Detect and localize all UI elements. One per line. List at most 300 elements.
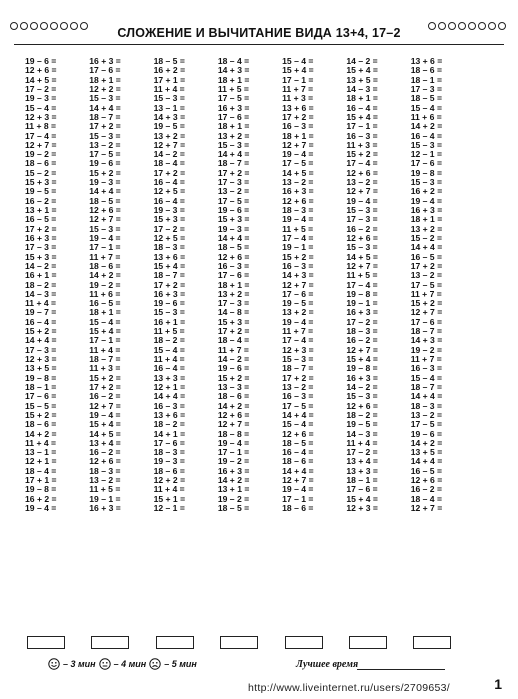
exercise-item: 18 – 7 =: [153, 270, 185, 281]
exercise-item: 11 + 7 =: [89, 251, 121, 262]
exercise-item: 18 – 3 =: [346, 326, 378, 337]
exercise-item: 17 – 1 =: [282, 74, 314, 85]
exercise-item: 19 – 5 =: [153, 121, 185, 132]
decorative-ornament-icon: [426, 20, 508, 32]
exercise-item: 13 + 5 =: [25, 363, 57, 374]
neutral-face-icon: [99, 658, 111, 670]
exercise-item: 16 + 3 =: [346, 372, 378, 383]
exercise-item: 12 + 7 =: [217, 419, 250, 430]
exercise-item: 14 + 5 =: [89, 428, 121, 439]
exercise-item: 16 + 3 =: [89, 56, 121, 66]
exercise-item: 18 – 3 =: [89, 465, 121, 476]
exercise-item: 16 + 1 =: [153, 316, 186, 327]
answer-box[interactable]: [413, 636, 451, 649]
exercise-item: 12 + 1 =: [25, 456, 57, 467]
exercise-item: 14 + 5 =: [282, 167, 314, 178]
exercise-item: 17 – 2 =: [346, 447, 378, 458]
exercise-item: 13 – 1 =: [25, 447, 57, 458]
exercise-item: 17 + 2 =: [89, 121, 121, 132]
exercise-item: 19 – 8 =: [346, 288, 378, 299]
exercise-item: 15 + 4 =: [282, 65, 314, 76]
exercise-item: 16 – 5 =: [410, 465, 442, 476]
exercise-item: 17 + 1 =: [153, 74, 186, 85]
exercise-item: 17 – 6 =: [410, 158, 442, 169]
exercise-item: 11 + 3 =: [89, 363, 121, 374]
exercise-item: 15 + 2 =: [25, 409, 57, 420]
exercise-item: 15 + 4 =: [346, 111, 378, 122]
exercise-item: 16 – 4 =: [153, 363, 185, 374]
exercise-item: 19 – 4 =: [282, 149, 314, 160]
exercise-item: 18 – 6 =: [153, 465, 185, 476]
exercise-item: 17 + 2 =: [282, 111, 314, 122]
exercise-item: 13 + 2 =: [217, 288, 250, 299]
footer-legend: [0, 656, 518, 674]
exercise-item: 19 – 4 =: [346, 195, 378, 206]
exercise-item: 18 – 6 =: [410, 65, 442, 76]
exercise-item: 11 + 7 =: [410, 354, 442, 364]
exercise-item: 15 – 3 =: [217, 139, 250, 150]
exercise-item: 16 + 3 =: [217, 102, 250, 113]
exercise-item: 19 – 4 =: [217, 437, 250, 448]
exercise-item: 18 – 4 =: [217, 335, 250, 346]
exercise-item: 12 + 3 =: [25, 111, 57, 122]
exercise-item: 13 + 6 =: [410, 56, 443, 66]
exercise-item: 15 – 3 =: [153, 93, 185, 104]
exercise-item: 18 – 5 =: [153, 56, 185, 66]
exercise-item: 17 – 5 =: [282, 158, 314, 169]
exercise-item: 19 – 4 =: [282, 484, 314, 495]
exercise-item: 18 – 5 =: [282, 437, 314, 448]
exercise-item: 13 – 2 =: [282, 177, 314, 188]
exercise-item: 15 + 2 =: [410, 298, 443, 309]
exercise-item: 18 + 1 =: [89, 307, 121, 318]
exercise-item: 17 – 2 =: [25, 83, 57, 94]
exercise-item: 16 + 2 =: [25, 493, 57, 504]
exercise-item: 17 – 3 =: [25, 344, 57, 355]
exercise-item: 15 – 4 =: [25, 102, 57, 113]
exercise-item: 12 + 7 =: [282, 279, 314, 290]
exercise-item: 15 + 3 =: [217, 214, 250, 225]
exercise-item: 19 – 4 =: [25, 503, 57, 513]
exercise-item: 16 – 5 =: [410, 251, 442, 262]
exercise-column: [218, 57, 282, 513]
exercise-item: 12 + 7 =: [89, 400, 121, 411]
exercise-item: 12 + 7 =: [89, 214, 121, 225]
exercise-item: 18 + 1 =: [217, 279, 250, 290]
exercise-item: 18 – 1 =: [410, 74, 442, 85]
exercise-item: 16 – 4 =: [282, 447, 314, 458]
exercise-item: 14 + 2 =: [410, 437, 443, 448]
exercise-item: 14 – 3 =: [25, 288, 57, 299]
exercise-item: 12 + 3 =: [25, 354, 57, 364]
exercise-item: 15 – 3 =: [410, 139, 442, 150]
exercise-item: 17 – 6 =: [25, 391, 57, 402]
exercise-item: 15 + 3 =: [25, 251, 57, 262]
exercise-item: 11 + 8 =: [25, 121, 57, 132]
exercise-item: 12 + 7 =: [410, 503, 443, 513]
page-header: [0, 0, 518, 44]
exercise-item: 13 – 2 =: [410, 270, 442, 281]
exercise-item: 18 – 6 =: [25, 158, 57, 169]
exercise-item: 15 – 4 =: [89, 316, 121, 327]
exercise-item: 14 – 3 =: [346, 428, 378, 439]
answer-box[interactable]: [285, 636, 323, 649]
exercise-item: 11 + 6 =: [89, 288, 121, 299]
exercise-item: 19 – 3 =: [217, 223, 250, 234]
exercise-item: 18 – 6 =: [282, 456, 314, 467]
exercise-item: 16 – 3 =: [282, 391, 314, 402]
exercise-item: 12 + 6 =: [346, 232, 378, 243]
exercise-item: 15 – 4 =: [153, 344, 185, 355]
exercise-item: 12 + 3 =: [282, 344, 314, 355]
exercise-item: 19 – 3 =: [89, 177, 121, 188]
best-time-label: Лучшее время: [296, 659, 359, 670]
exercise-item: 13 + 5 =: [410, 447, 443, 458]
exercise-item: 14 – 8 =: [217, 307, 250, 318]
exercise-item: 16 + 3 =: [153, 288, 186, 299]
exercise-item: 12 + 7 =: [346, 186, 378, 197]
exercise-item: 14 – 2 =: [346, 56, 378, 66]
exercise-item: 18 – 7 =: [89, 111, 121, 122]
page-title: СЛОЖЕНИЕ И ВЫЧИТАНИЕ ВИДА 13+4, 17–2: [117, 26, 401, 40]
exercise-item: 15 + 2 =: [89, 167, 121, 178]
exercise-item: 19 – 2 =: [217, 456, 250, 467]
exercise-item: 18 + 1 =: [89, 74, 121, 85]
exercise-item: 17 – 5 =: [410, 419, 442, 430]
exercise-item: 13 + 1 =: [217, 484, 250, 495]
exercise-item: 15 – 3 =: [410, 177, 442, 188]
exercise-item: 14 + 5 =: [346, 251, 378, 262]
sad-face-icon: [149, 658, 161, 670]
legend-time-3: – 5 мин: [164, 659, 197, 669]
exercise-item: 14 + 4 =: [410, 242, 443, 253]
exercise-item: 19 – 8 =: [346, 363, 378, 374]
exercise-item: 11 + 3 =: [282, 93, 314, 104]
exercise-item: 15 + 2 =: [89, 372, 121, 383]
page-number: 1: [494, 676, 502, 692]
exercise-item: 18 – 6 =: [217, 391, 250, 402]
exercise-item: 19 – 2 =: [25, 149, 57, 160]
exercise-item: 14 + 2 =: [410, 121, 443, 132]
exercise-item: 17 – 2 =: [153, 223, 185, 234]
exercise-item: 17 – 4 =: [346, 279, 378, 290]
exercise-item: 17 – 4 =: [346, 158, 378, 169]
exercise-item: 17 + 2 =: [89, 381, 121, 392]
exercise-item: 16 – 3 =: [153, 400, 185, 411]
exercise-item: 16 – 3 =: [282, 121, 314, 132]
exercise-item: 12 + 6 =: [346, 167, 378, 178]
exercise-item: 15 – 3 =: [89, 93, 121, 104]
exercise-item: 13 + 3 =: [153, 372, 186, 383]
exercise-item: 11 + 7 =: [410, 288, 442, 299]
legend-time-1: – 3 мин: [63, 659, 96, 669]
exercise-item: 11 + 7 =: [282, 83, 314, 94]
exercise-item: 18 – 4 =: [153, 158, 185, 169]
exercise-item: 19 – 8 =: [410, 167, 442, 178]
exercise-item: 15 – 2 =: [25, 167, 57, 178]
exercise-item: 15 + 3 =: [217, 316, 250, 327]
exercise-item: 17 – 4 =: [25, 130, 57, 141]
answer-box[interactable]: [91, 636, 129, 649]
exercise-item: 19 – 2 =: [410, 344, 442, 355]
exercise-item: 18 – 4 =: [217, 56, 250, 66]
exercise-item: 17 – 3 =: [25, 242, 57, 253]
exercise-item: 17 – 5 =: [282, 400, 314, 411]
exercise-item: 13 – 2 =: [217, 186, 250, 197]
exercise-item: 15 + 4 =: [153, 260, 186, 271]
exercise-item: 12 + 6 =: [217, 251, 250, 262]
exercise-column: [346, 57, 410, 513]
exercise-item: 15 – 4 =: [282, 419, 314, 430]
exercise-item: 16 + 3 =: [346, 307, 378, 318]
exercise-item: 19 – 4 =: [282, 316, 314, 327]
exercise-item: 13 + 6 =: [153, 409, 186, 420]
exercise-item: 14 + 2 =: [217, 400, 250, 411]
exercise-item: 12 + 6 =: [346, 400, 378, 411]
exercise-item: 17 + 2 =: [282, 372, 314, 383]
exercise-item: 16 – 4 =: [153, 177, 185, 188]
exercise-item: 16 – 4 =: [153, 195, 185, 206]
exercise-item: 17 – 3 =: [217, 298, 250, 309]
exercise-item: 15 + 4 =: [346, 493, 378, 504]
exercise-item: 17 – 5 =: [410, 279, 442, 290]
exercise-item: 17 + 2 =: [25, 223, 57, 234]
exercise-item: 14 + 3 =: [282, 270, 314, 281]
exercise-item: 11 + 4 =: [153, 484, 185, 495]
exercise-item: 12 + 5 =: [153, 232, 186, 243]
exercise-item: 16 – 4 =: [25, 316, 57, 327]
exercise-item: 17 – 6 =: [89, 65, 121, 76]
time-legend: [48, 658, 197, 670]
exercise-item: 17 + 1 =: [25, 475, 57, 486]
exercise-item: 19 – 4 =: [89, 409, 121, 420]
exercise-item: 15 – 3 =: [346, 242, 378, 253]
exercise-item: 17 + 2 =: [217, 326, 250, 337]
exercise-column: [25, 57, 89, 513]
answer-box[interactable]: [27, 636, 65, 649]
exercise-item: 15 – 3 =: [346, 205, 378, 215]
exercise-item: 18 – 2 =: [153, 419, 185, 430]
exercise-item: 13 + 2 =: [410, 223, 443, 234]
exercise-item: 19 – 4 =: [89, 232, 121, 243]
exercise-item: 16 – 3 =: [346, 130, 378, 141]
exercise-item: 14 + 4 =: [217, 149, 250, 160]
exercise-item: 17 – 1 =: [89, 242, 121, 253]
exercise-item: 19 – 7 =: [25, 307, 57, 318]
exercise-item: 12 + 6 =: [217, 409, 250, 420]
exercise-item: 15 – 5 =: [25, 400, 57, 411]
exercise-item: 16 + 2 =: [153, 65, 186, 76]
exercise-item: 18 – 7 =: [89, 354, 121, 364]
exercise-item: 14 + 4 =: [153, 391, 186, 402]
exercise-item: 13 – 2 =: [89, 139, 121, 150]
exercise-item: 17 – 6 =: [217, 270, 250, 281]
exercise-item: 13 + 3 =: [346, 465, 378, 476]
exercise-item: 18 – 8 =: [217, 428, 250, 439]
exercise-item: 12 + 3 =: [346, 503, 378, 513]
answer-box[interactable]: [156, 636, 194, 649]
exercise-item: 15 – 3 =: [346, 391, 378, 402]
exercise-item: 17 – 5 =: [217, 93, 250, 104]
exercise-item: 19 – 6 =: [153, 298, 185, 309]
header-divider: [14, 44, 504, 45]
exercise-item: 16 – 2 =: [346, 335, 378, 346]
exercise-item: 11 + 7 =: [217, 344, 249, 355]
exercise-item: 18 + 1 =: [217, 74, 250, 85]
exercise-item: 11 + 5 =: [153, 326, 185, 337]
exercise-item: 19 – 8 =: [25, 484, 57, 495]
exercise-item: 16 – 4 =: [410, 130, 442, 141]
exercise-item: 14 + 4 =: [217, 232, 250, 243]
exercise-item: 12 + 7 =: [282, 139, 314, 150]
exercise-item: 17 – 2 =: [346, 316, 378, 327]
answer-box[interactable]: [220, 636, 258, 649]
exercise-item: 12 + 6 =: [89, 456, 121, 467]
exercise-item: 16 + 3 =: [89, 503, 121, 513]
exercise-item: 17 + 2 =: [153, 167, 186, 178]
exercise-item: 19 – 3 =: [153, 456, 185, 467]
exercise-item: 14 – 2 =: [25, 260, 57, 271]
exercise-item: 19 – 6 =: [89, 158, 121, 169]
exercise-item: 12 + 2 =: [153, 475, 186, 486]
exercise-item: 19 – 1 =: [346, 298, 378, 309]
smiling-face-icon: [48, 658, 60, 670]
exercise-item: 12 + 7 =: [153, 139, 186, 150]
exercise-item: 18 – 3 =: [410, 400, 442, 411]
exercise-column: [282, 57, 346, 513]
exercise-item: 19 – 1 =: [282, 242, 314, 253]
exercise-item: 17 – 6 =: [410, 316, 442, 327]
exercise-item: 19 – 8 =: [25, 372, 57, 383]
exercise-item: 14 + 3 =: [217, 65, 250, 76]
exercise-item: 17 – 1 =: [282, 493, 314, 504]
exercise-item: 17 – 4 =: [282, 335, 314, 346]
exercise-item: 12 + 2 =: [89, 83, 121, 94]
exercise-item: 14 – 2 =: [153, 149, 185, 160]
exercise-item: 19 – 4 =: [282, 214, 314, 225]
exercise-item: 15 + 2 =: [346, 149, 378, 160]
best-time-line: [357, 669, 445, 670]
exercise-item: 17 + 2 =: [410, 260, 443, 271]
exercise-item: 12 – 1 =: [153, 503, 185, 513]
exercise-item: 16 – 2 =: [346, 223, 378, 234]
exercise-item: 18 – 5 =: [410, 93, 442, 104]
exercise-item: 16 – 5 =: [89, 298, 121, 309]
exercise-item: 15 + 4 =: [346, 65, 378, 76]
exercise-item: 18 – 6 =: [89, 260, 121, 271]
exercise-item: 11 + 4 =: [25, 437, 57, 448]
exercise-item: 16 + 1 =: [25, 270, 57, 281]
exercise-item: 13 – 1 =: [153, 102, 185, 113]
exercise-item: 18 + 1 =: [346, 93, 378, 104]
exercise-item: 16 – 5 =: [25, 214, 57, 225]
exercise-column: [411, 57, 475, 513]
exercise-item: 18 + 1 =: [410, 214, 443, 225]
exercise-item: 14 + 4 =: [89, 186, 121, 197]
exercise-item: 16 – 2 =: [25, 195, 57, 206]
exercise-item: 18 – 2 =: [153, 335, 185, 346]
exercise-item: 15 + 4 =: [89, 419, 121, 430]
exercise-item: 14 + 3 =: [410, 335, 443, 346]
exercise-item: 12 + 6 =: [282, 195, 314, 206]
exercise-item: 17 + 2 =: [153, 279, 186, 290]
exercise-item: 13 – 2 =: [410, 409, 442, 420]
exercise-item: 11 + 4 =: [153, 354, 185, 364]
exercise-item: 17 – 3 =: [217, 177, 250, 188]
exercise-item: 16 + 3 =: [25, 232, 57, 243]
exercise-item: 12 + 7 =: [410, 307, 443, 318]
exercise-item: 15 – 2 =: [410, 232, 442, 243]
exercise-item: 14 + 4 =: [410, 391, 443, 402]
exercise-item: 16 – 3 =: [410, 363, 442, 374]
exercise-item: 13 – 2 =: [282, 381, 314, 392]
exercise-item: 13 + 6 =: [153, 251, 186, 262]
exercise-item: 13 + 2 =: [282, 307, 314, 318]
exercise-item: 17 – 5 =: [89, 149, 121, 160]
exercise-item: 11 + 3 =: [346, 139, 378, 150]
exercise-item: 14 + 5 =: [25, 74, 57, 85]
exercise-item: 18 – 7 =: [410, 381, 442, 392]
exercise-item: 18 – 1 =: [25, 381, 57, 392]
exercise-item: 17 – 6 =: [346, 484, 378, 495]
exercise-item: 13 + 2 =: [153, 130, 186, 141]
exercise-item: 12 + 7 =: [282, 475, 314, 486]
exercise-item: 15 – 4 =: [410, 372, 442, 383]
exercise-item: 19 – 6 =: [410, 428, 442, 439]
exercise-item: 14 + 4 =: [282, 465, 314, 476]
exercise-item: 18 – 3 =: [282, 205, 314, 215]
exercise-item: 19 – 3 =: [153, 205, 185, 215]
exercise-item: 15 – 4 =: [282, 56, 314, 66]
exercise-item: 14 – 2 =: [217, 354, 250, 364]
exercise-item: 12 + 1 =: [153, 381, 186, 392]
exercise-item: 18 + 1 =: [217, 121, 250, 132]
exercise-item: 16 – 3 =: [217, 260, 250, 271]
exercise-item: 13 + 6 =: [282, 102, 314, 113]
exercise-item: 11 + 5 =: [346, 270, 378, 281]
exercise-item: 17 – 3 =: [346, 214, 378, 225]
exercise-item: 18 – 5 =: [89, 195, 121, 206]
exercise-item: 19 – 3 =: [25, 93, 57, 104]
exercise-item: 13 + 4 =: [89, 437, 121, 448]
exercise-item: 12 + 6 =: [89, 205, 121, 215]
exercise-item: 16 – 3 =: [282, 260, 314, 271]
exercise-item: 14 – 2 =: [346, 381, 378, 392]
exercise-item: 17 – 6 =: [282, 288, 314, 299]
exercise-item: 11 + 6 =: [410, 111, 442, 122]
exercise-item: 12 + 5 =: [153, 186, 186, 197]
exercise-item: 15 + 4 =: [346, 354, 378, 364]
exercise-item: 13 – 3 =: [217, 381, 250, 392]
answer-box[interactable]: [349, 636, 387, 649]
exercise-item: 16 + 3 =: [282, 186, 314, 197]
exercise-item: 17 – 4 =: [282, 232, 314, 243]
exercise-item: 14 + 4 =: [89, 102, 121, 113]
exercise-item: 18 – 2 =: [346, 409, 378, 420]
exercise-item: 15 + 2 =: [282, 251, 314, 262]
exercise-item: 13 – 2 =: [89, 475, 121, 486]
exercise-item: 15 – 3 =: [89, 223, 121, 234]
exercise-item: 15 + 3 =: [153, 214, 186, 225]
exercise-item: 13 – 2 =: [346, 177, 378, 188]
exercise-item: 18 – 3 =: [153, 447, 185, 458]
exercise-item: 16 – 4 =: [346, 102, 378, 113]
exercise-item: 13 + 1 =: [25, 205, 57, 215]
exercise-item: 19 – 1 =: [89, 493, 121, 504]
exercise-item: 13 + 2 =: [217, 130, 250, 141]
exercise-item: 14 + 4 =: [25, 335, 57, 346]
exercise-item: 14 + 2 =: [217, 475, 250, 486]
